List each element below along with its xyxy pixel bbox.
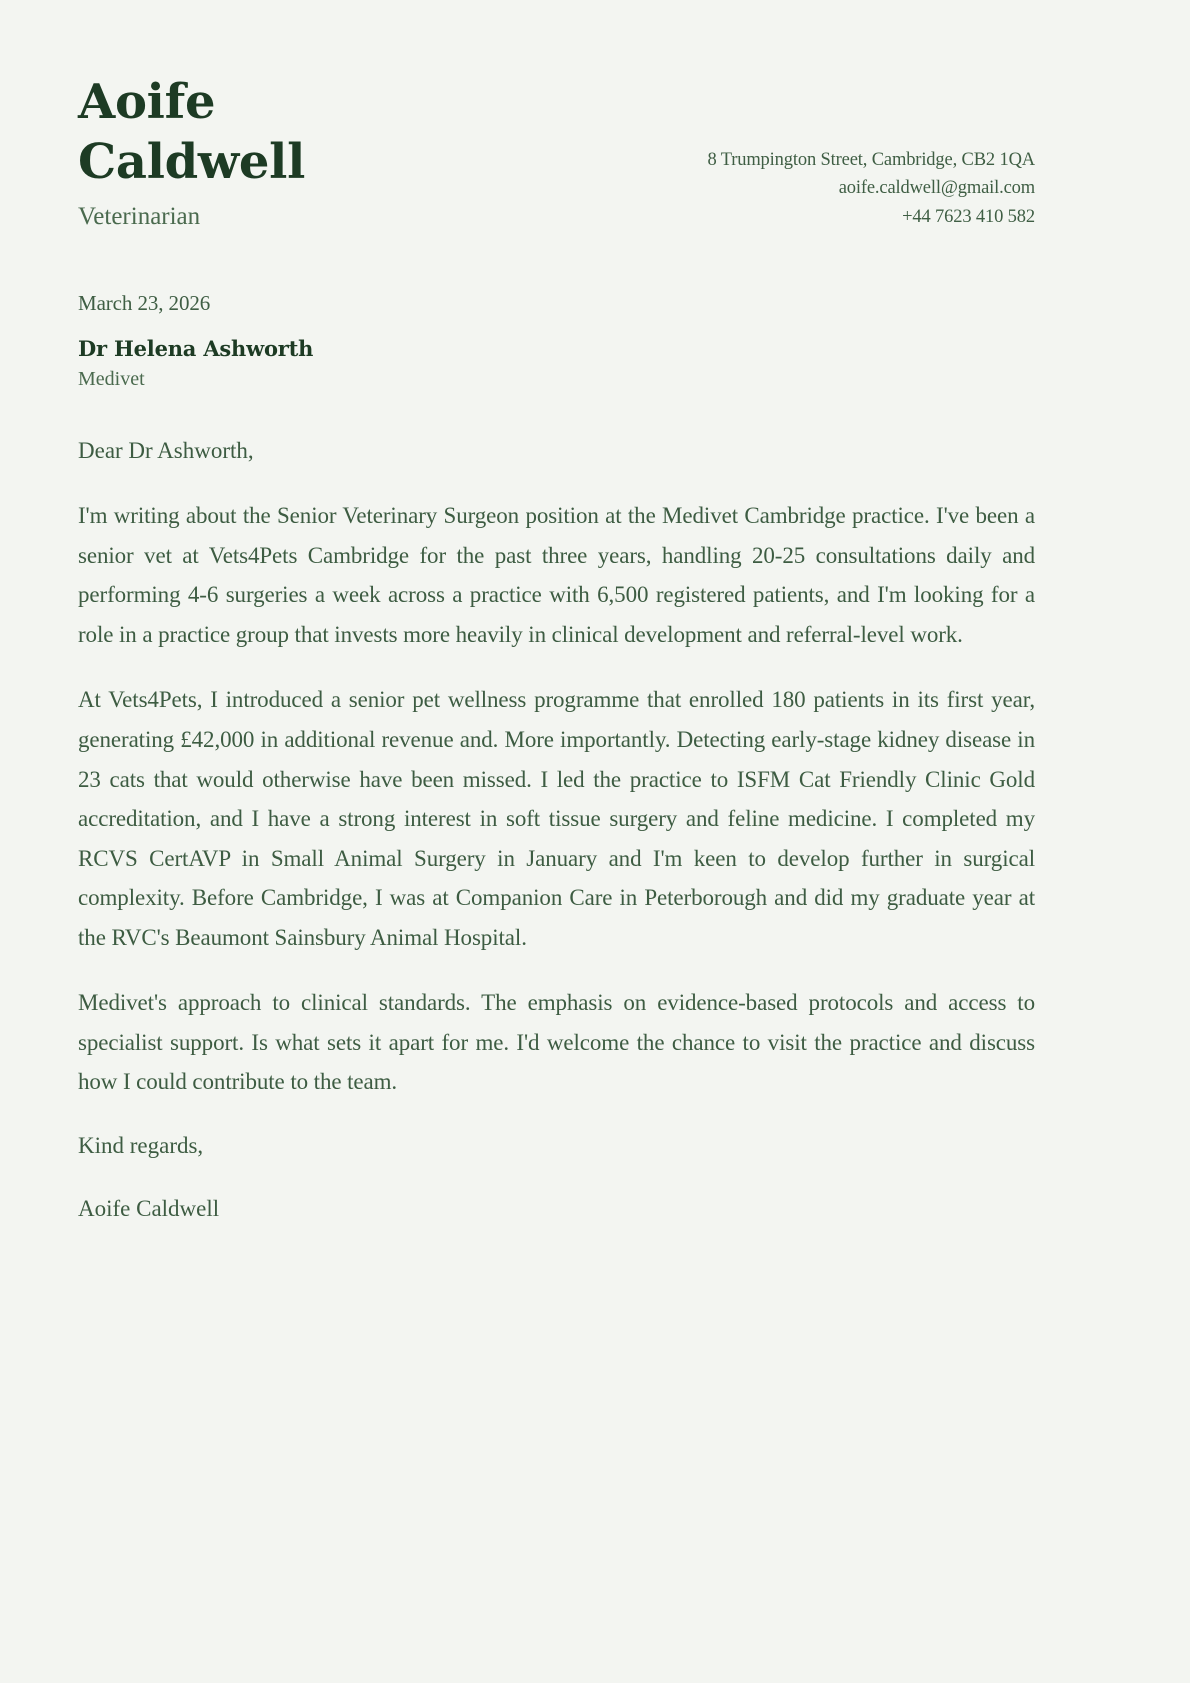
body-paragraph: Medivet's approach to clinical standards. The emphasis on evidence-based protocols and access to specialist support. Is what sets it apart for me. I'd welcome the chance to visit the practice and discuss how I could contribute to the team. [78,990,1035,1095]
signature-name: Aoife Caldwell [78,1195,220,1221]
contact-email[interactable]: aoife.caldwell@gmail.com [838,178,1035,199]
recipient-organization: Medivet [78,368,145,391]
salutation: Dear Dr Ashworth, [78,438,254,464]
letter-header [78,72,1035,233]
letter-meta [78,291,1035,391]
body-paragraph: At Vets4Pets, I introduced a senior pet wellness programme that enrolled 180 patients in its first year, generating £42,000 in additional revenue and. More importantly. Detecting early-stage kidney disease in 23 cats that would otherwise have been missed. I led the practice to ISFM Cat Friendly Clinic Gold accreditation, and I have a strong interest in soft tissue surgery and feline medicine. I completed my RCVS CertAVP in Small Animal Surgery in January and I'm keen to develop further in surgical complexity. Before Cambridge, I was at Companion Care in Peterborough and did my graduate year at the RVC's Beaumont Sainsbury Animal Hospital. [78,687,1035,950]
page-title: Aoife Caldwell [78,74,306,191]
job-title: Veterinarian [78,202,201,230]
contact-block [707,146,1035,231]
recipient-name: Dr Helena Ashworth [78,336,314,362]
closing-line: Kind regards, [78,1132,204,1158]
letter-date: March 23, 2026 [78,291,211,316]
body-paragraph: I'm writing about the Senior Veterinary Surgeon position at the Medivet Cambridge practice. I've been a senior vet at Vets4Pets Cambridge for the past three years, handling 20-25 consultations daily and performing 4-6 surgeries a week across a practice with 6,500 registered patients, and I'm looking for a role in a practice group that invests more heavily in clinical development and referral-level work. [78,503,1035,647]
identity-block [78,72,338,233]
contact-address: 8 Trumpington Street, Cambridge, CB2 1QA [707,150,1035,170]
contact-phone[interactable]: +44 7623 410 582 [902,206,1035,227]
letter-body [78,433,1035,1227]
